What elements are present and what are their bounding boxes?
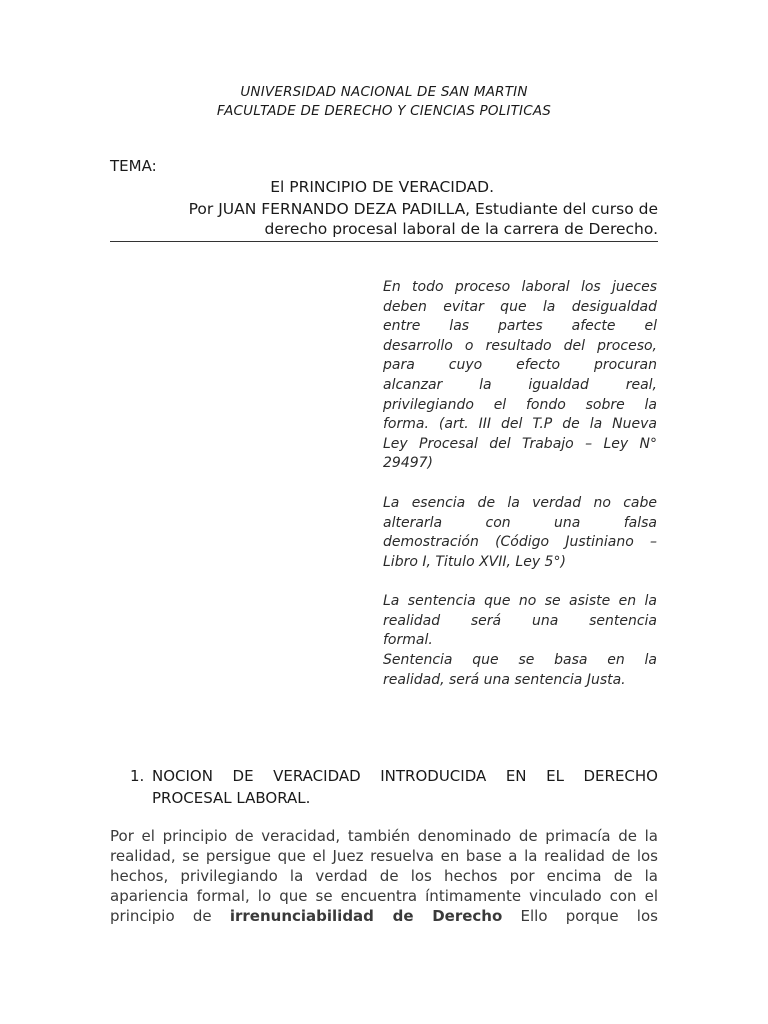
quote-line: La esencia de la verdad no cabe — [383, 495, 657, 511]
quote-line: Libro I, Titulo XVII, Ley 5°) — [383, 553, 566, 570]
quote-line: En todo proceso laboral los jueces — [383, 279, 657, 295]
epigraph-quote-3 — [383, 592, 657, 651]
document-title: El PRINCIPIO DE VERACIDAD. — [270, 178, 494, 196]
section-heading-line-1: NOCION DE VERACIDAD INTRODUCIDA EN EL DERECHO — [152, 767, 658, 785]
paragraph-line-last — [110, 906, 658, 926]
epigraph-quote-2 — [383, 494, 657, 572]
epigraph-quote-4 — [383, 651, 657, 690]
faculty-name: FACULTADE DE DERECHO Y CIENCIAS POLITICAS — [216, 103, 552, 119]
quote-line: formal. — [383, 632, 433, 649]
quote-line: La sentencia que no se asiste en la — [383, 593, 657, 609]
quote-line: realidad, será una sentencia Justa. — [383, 671, 626, 688]
quote-line: demostración (Código Justiniano – — [383, 534, 657, 551]
quote-line: Ley Procesal del Trabajo – Ley N° — [383, 435, 657, 452]
quote-line: alcanzar la igualdad real, — [383, 376, 657, 393]
bold-term: irrenunciabilidad de Derecho — [229, 907, 503, 925]
title-underline — [110, 241, 658, 242]
paragraph-line: apariencia formal, lo que se encuentra íntimamente vinculado con el — [110, 887, 658, 905]
quote-line: 29497) — [383, 455, 433, 472]
paragraph-text: principio de — [110, 907, 212, 925]
tema-label: TEMA: — [110, 157, 157, 175]
section-number: 1. — [130, 767, 145, 785]
quote-line: realidad será una sentencia — [383, 612, 657, 629]
quote-line: deben evitar que la desigualdad — [383, 298, 657, 315]
quote-line: privilegiando el fondo sobre la — [383, 396, 657, 413]
author-line-2: derecho procesal laboral de la carrera de Derecho. — [264, 220, 658, 238]
quote-line: alterarla con una falsa — [383, 514, 657, 531]
quote-line: desarrollo o resultado del proceso, — [383, 337, 657, 354]
university-name: UNIVERSIDAD NACIONAL DE SAN MARTIN — [240, 84, 528, 100]
paragraph-line: Por el principio de veracidad, también denominado de primacía de la — [110, 827, 658, 845]
quote-line: para cuyo efecto procuran — [383, 357, 657, 374]
section-heading-line-2: PROCESAL LABORAL. — [152, 789, 311, 807]
body-paragraph — [110, 826, 658, 926]
paragraph-line: hechos, privilegiando la verdad de los hechos por encima de la — [110, 867, 658, 885]
author-line-1: Por JUAN FERNANDO DEZA PADILLA, Estudiante del curso de — [188, 200, 658, 218]
paragraph-text: Ello porque los — [520, 907, 658, 925]
quote-line: Sentencia que se basa en la — [383, 652, 657, 668]
paragraph-line: realidad, se persigue que el Juez resuelva en base a la realidad de los — [110, 847, 658, 865]
quote-line: forma. (art. III del T.P de la Nueva — [383, 416, 657, 433]
quote-line: entre las partes afecte el — [383, 318, 657, 335]
epigraph-quote-1 — [383, 278, 657, 474]
